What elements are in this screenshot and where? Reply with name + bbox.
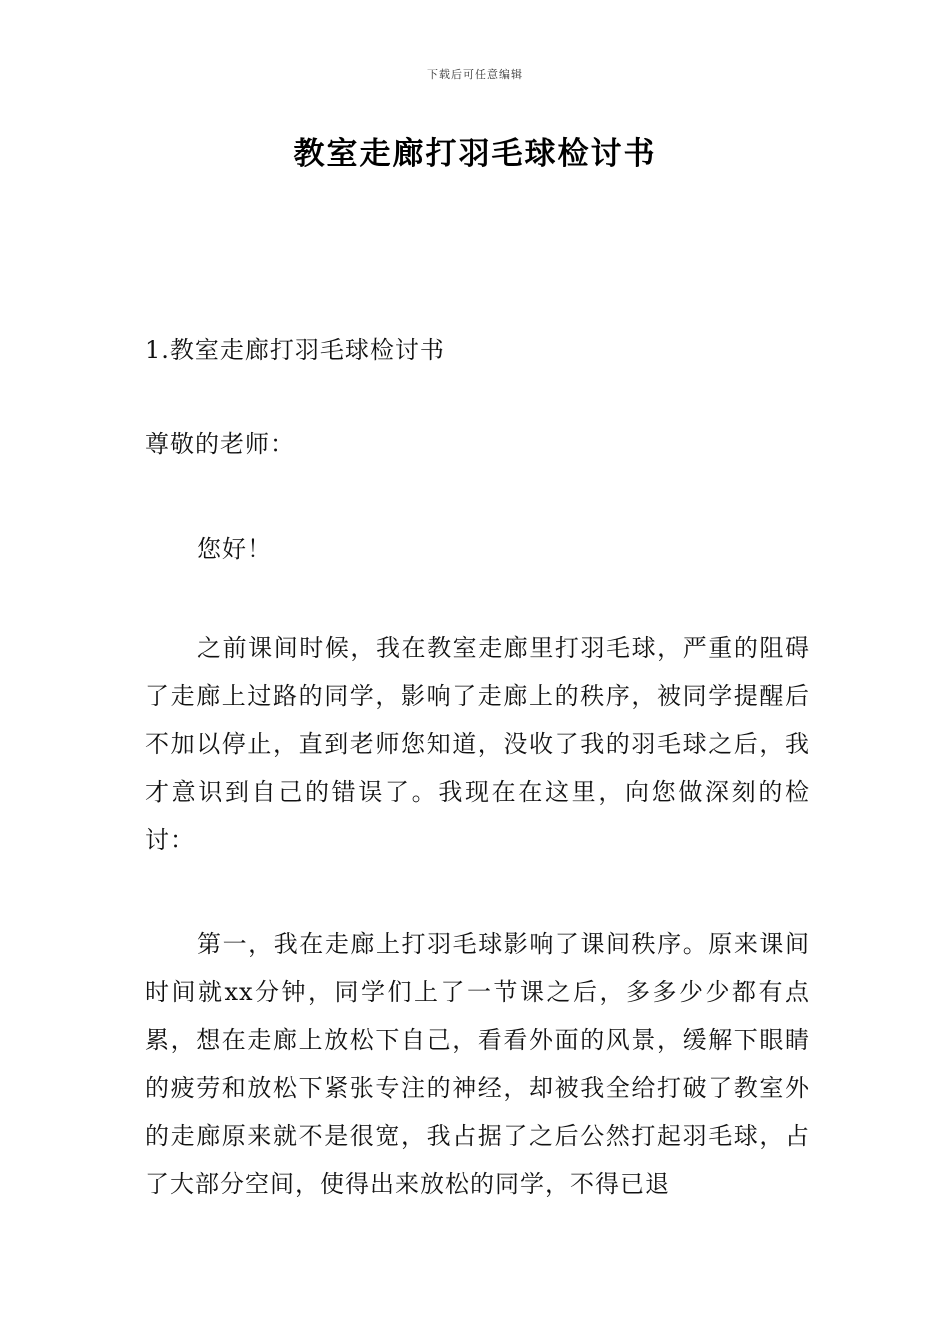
paragraph-first-point: 第一，我在走廊上打羽毛球影响了课间秩序。原来课间时间就xx分钟，同学们上了一节课之后，多多少少都有点累，想在走廊上放松下自己，看看外面的风景，缓解下眼睛的疲劳和放松下紧张专注的神经，却被我全给打破了教室外的走廊原来就不是很宽，我占据了之后公然打起羽毛球，占了大部分空间，使得出来放松的同学，不得已退	[145, 930, 810, 1198]
section-heading: 1.教室走廊打羽毛球检讨书	[145, 336, 445, 364]
salutation: 尊敬的老师：	[145, 430, 295, 458]
greeting: 您好！	[197, 535, 272, 563]
document-title: 教室走廊打羽毛球检讨书	[293, 136, 657, 172]
header-note: 下载后可任意编辑	[427, 68, 523, 81]
paragraph-intro: 之前课间时候，我在教室走廊里打羽毛球，严重的阻碍了走廊上过路的同学，影响了走廊上的秩序，被同学提醒后不加以停止，直到老师您知道，没收了我的羽毛球之后，我才意识到自己的错误了。我现在在这里，向您做深刻的检讨：	[145, 634, 810, 854]
